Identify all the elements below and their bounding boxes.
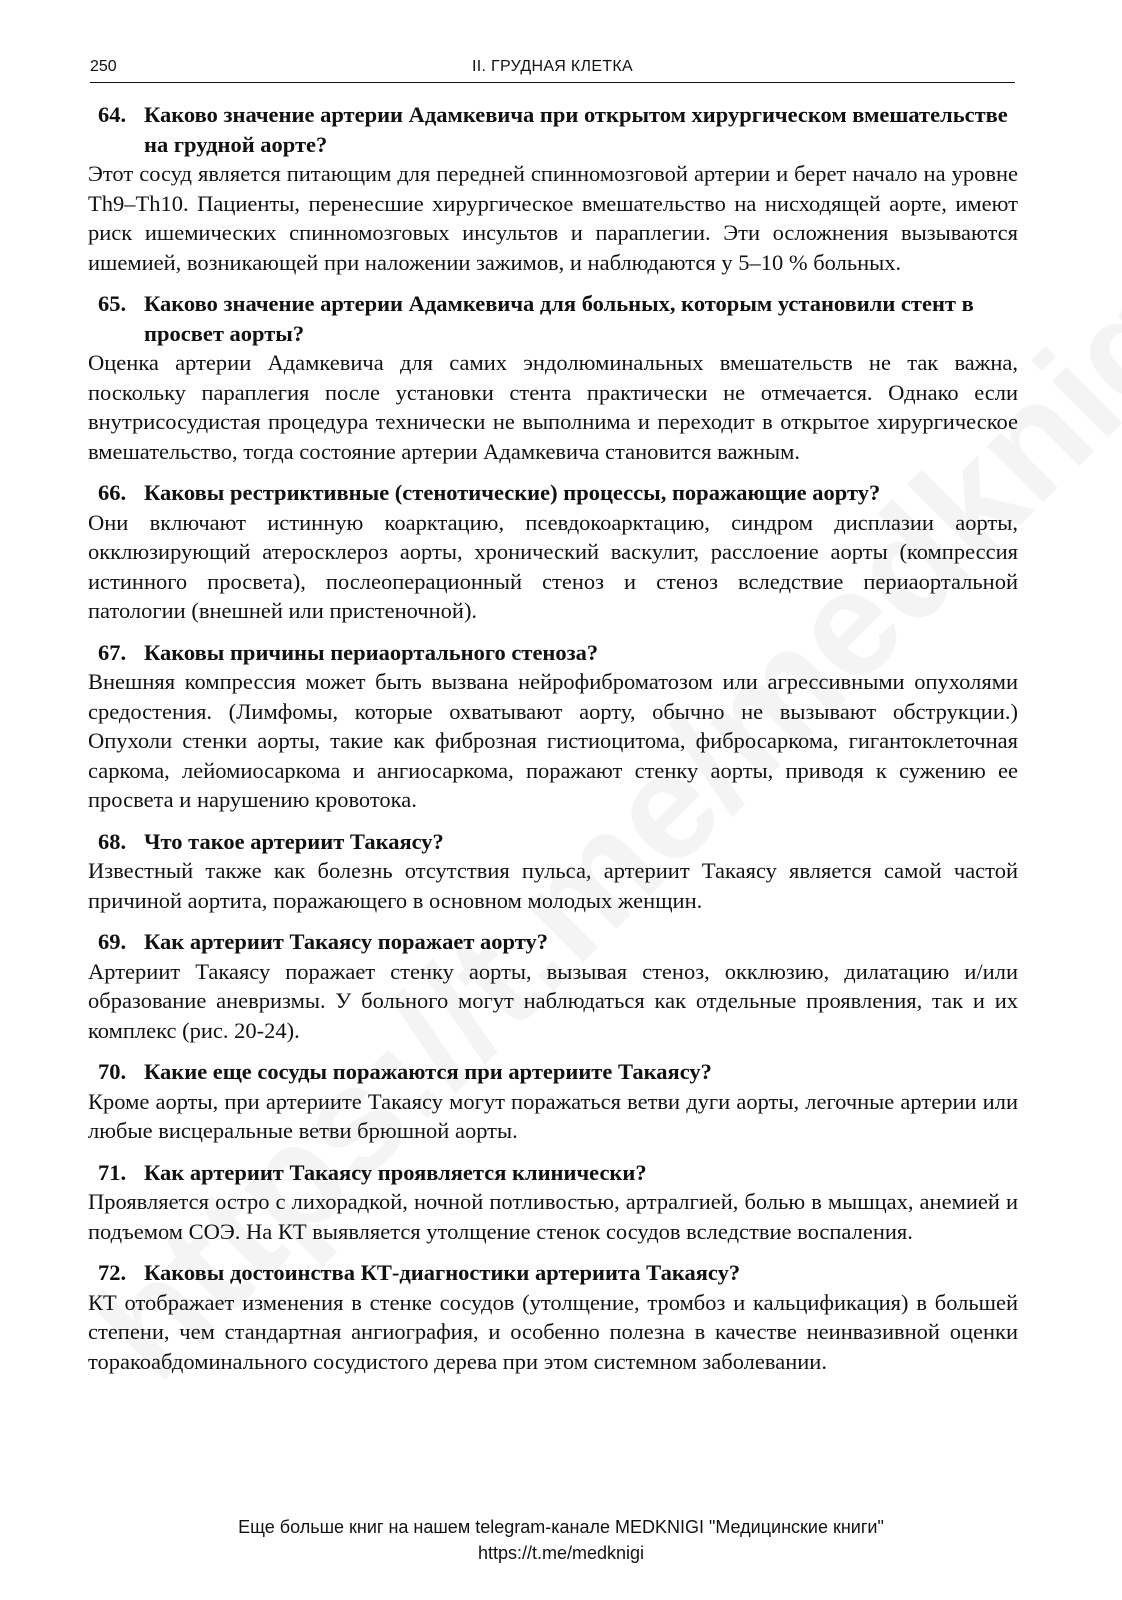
page-number: 250 bbox=[90, 58, 117, 75]
answer-text: КТ отображает изменения в стенке сосудов (утолщение, тромбоз и кальцификация) в большей степени, чем стандартная ангиография, и особенно полезна в качестве неинвазивной оценки торакоабдоминального сосудистого дерева при этом системном заболевании. bbox=[88, 1289, 1018, 1374]
question-text: Каковы достоинства КТ-диагностики артериита Такаясу? bbox=[144, 1260, 741, 1285]
footer-link[interactable]: https://t.me/medknigi bbox=[477, 1543, 645, 1563]
question-heading bbox=[88, 1158, 1018, 1188]
answer-text: Этот сосуд является питающим для передней спинномозговой артерии и берет начало на уровне Th9–Th10. Пациенты, перенесшие хирургическое вмешательство на нисходящей аорте, имеют риск ишемических спинномозговых инсультов и параплегии. Эти осложнения вызываются ишемией, возникающей при наложении зажимов, и наблюдаются у 5–10 % больных. bbox=[88, 161, 1018, 275]
question-number: 66. bbox=[98, 480, 127, 505]
question-text: Каково значение артерии Адамкевича для больных, которым установили стент в просвет аорты? bbox=[144, 291, 974, 346]
question-text: Как артериит Такаясу проявляется клинически? bbox=[144, 1159, 647, 1185]
question-text: Какие еще сосуды поражаются при артериите Такаясу? bbox=[144, 1059, 712, 1084]
question-heading bbox=[88, 478, 1018, 508]
section-title: II. ГРУДНАЯ КЛЕТКА bbox=[472, 58, 633, 75]
question-heading bbox=[88, 1057, 1018, 1087]
footer-notice bbox=[0, 1514, 1122, 1566]
answer-text: Они включают истинную коарктацию, псевдокоарктацию, синдром дисплазии аорты, окклюзирующий атеросклероз аорты, хронический васкулит, расслоение аорты (компрессия истинного просвета), послеоперационный стеноз и стеноз вследствие периаортальной патологии (внешней или пристеночной). bbox=[88, 509, 1018, 623]
question-number: 67. bbox=[98, 639, 127, 665]
question-text: Каковы причины периаортального стеноза? bbox=[144, 639, 599, 665]
qa-item-66 bbox=[88, 478, 1018, 626]
question-text: Как артериит Такаясу поражает аорту? bbox=[144, 929, 548, 954]
running-head bbox=[90, 52, 1015, 83]
question-heading bbox=[88, 638, 1018, 668]
qa-item-67 bbox=[88, 638, 1018, 815]
question-text: Каково значение артерии Адамкевича при открытом хирургическом вмешательстве на грудной аорте? bbox=[144, 102, 1008, 157]
qa-item-65 bbox=[88, 289, 1018, 466]
question-heading bbox=[88, 100, 1018, 159]
question-heading bbox=[88, 289, 1018, 348]
question-text: Что такое артериит Такаясу? bbox=[144, 828, 444, 854]
question-heading bbox=[88, 1258, 1018, 1288]
qa-item-72 bbox=[88, 1258, 1018, 1376]
qa-item-71 bbox=[88, 1158, 1018, 1247]
page-content bbox=[88, 100, 1018, 1388]
question-number: 71. bbox=[98, 1159, 127, 1185]
qa-item-69 bbox=[88, 927, 1018, 1045]
question-number: 65. bbox=[98, 291, 127, 316]
footer-text: Еще больше книг на нашем telegram-канале MEDKNIGI "Медицинские книги" bbox=[238, 1517, 884, 1537]
question-number: 69. bbox=[98, 929, 127, 954]
answer-text: Оценка артерии Адамкевича для самих эндолюминальных вмешательств не так важна, поскольку параплегия после установки стента практически не отмечается. Однако если внутрисосудистая процедура технически не выполнима и переходит в открытое хирургическое вмешательство, тогда состояние артерии Адамкевича становится важным. bbox=[88, 350, 1018, 464]
question-number: 68. bbox=[98, 828, 127, 854]
answer-text: Артериит Такаясу поражает стенку аорты, вызывая стеноз, окклюзию, дилатацию и/или образование аневризмы. У больного могут наблюдаться как отдельные проявления, так и их комплекс (рис. 20-24). bbox=[88, 958, 1018, 1043]
answer-text: Известный также как болезнь отсутствия пульса, артериит Такаясу является самой частой причиной аортита, поражающего в основном молодых женщин. bbox=[88, 858, 1018, 913]
qa-item-64 bbox=[88, 100, 1018, 277]
qa-item-70 bbox=[88, 1057, 1018, 1146]
answer-text: Проявляется остро с лихорадкой, ночной потливостью, артралгией, болью в мышцах, анемией и подъемом СОЭ. На КТ выявляется утолщение стенок сосудов вследствие воспаления. bbox=[88, 1189, 1018, 1244]
answer-text: Внешняя компрессия может быть вызвана нейрофиброматозом или агрессивными опухолями средостения. (Лимфомы, которые охватывают аорту, обычно не вызывают обструкции.) Опухоли стенки аорты, такие как фиброзная гистиоцитома, фибросаркома, гигантоклеточная саркома, лейомиосаркома и ангиосаркома, поражают стенку аорты, приводя к сужению ее просвета и нарушению кровотока. bbox=[88, 669, 1018, 812]
qa-item-68 bbox=[88, 827, 1018, 916]
question-text: Каковы рестриктивные (стенотические) процессы, поражающие аорту? bbox=[144, 480, 881, 505]
question-number: 72. bbox=[98, 1260, 127, 1285]
question-number: 70. bbox=[98, 1059, 127, 1084]
answer-text: Кроме аорты, при артериите Такаясу могут поражаться ветви дуги аорты, легочные артерии или любые висцеральные ветви брюшной аорты. bbox=[88, 1088, 1018, 1143]
question-heading bbox=[88, 827, 1018, 857]
question-heading bbox=[88, 927, 1018, 957]
question-number: 64. bbox=[98, 102, 127, 127]
